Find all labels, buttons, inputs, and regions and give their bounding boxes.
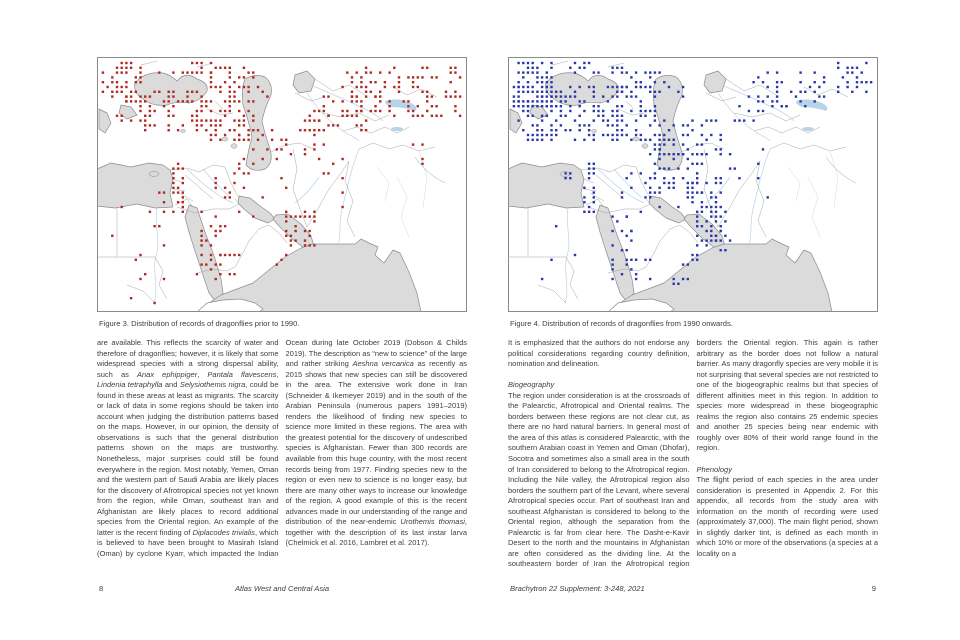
page-9-footer xyxy=(508,584,878,596)
page-8-body-text xyxy=(97,338,467,576)
figure-3-caption: Figure 3. Distribution of records of dragonflies prior to 1990. xyxy=(99,319,300,328)
page-8 xyxy=(97,57,467,597)
page-number: 8 xyxy=(99,584,104,593)
figure-4-caption: Figure 4. Distribution of records of dragonflies from 1990 onwards. xyxy=(510,319,733,328)
body-paragraph: The region under consideration is at the crossroads of the Palearctic, Afrotropical and Oriental realms. The borders between these regions are not clear cut, as there are no hard natural barriers. In general most of the area of this atlas is considered Palearctic, with the southern Arabian coast in Yemen and Oman (Dhofar), Socotra and sometimes also a small area in the south of Iran considered to belong to the Afrotropical region. Including the Nile valley, the Afrotropical region also borders the southern part of the Levant, where several Afrotropical species occur. Part of southeast Iran and southeast Afghanistan is considered to belong to the Oriental region, although the separation from the Palearctic is far from clear here. The Dasht-e-Kavir Desert to the north and the mountains in Afghanistan are often considered as the dividing line. At the southeastern border of Iran the Afrotropical region borders the Oriental region. This again is rather arbitrary as the border does not follow a natural barrier. As many dragonfly species are very mobile it is not surprising that several species are not restricted to one of the biogeographic realms but that species of different affinities meet in this region. In addition to species more widespread in these biogeographic realms the region also contains 25 endemic species and another 25 species being near endemic with roughly over 80% of their world range found in the region. xyxy=(508,338,878,569)
section-heading: Phenology xyxy=(696,464,732,474)
body-paragraph: It is emphasized that the authors do not endorse any political considerations regarding country definition, nomination and delineation. xyxy=(508,338,690,369)
page-9-body-text xyxy=(508,338,878,576)
body-paragraph: are available. This reflects the scarcity of water and therefore of dragonflies; however, it is likely that some widespread species with a strong dispersal ability, such as Anax ephippiger, Pantala flavescens, Lindenia tetraphylla and Selysiothemis nigra, could be found in these areas at least as migrants. The scarcity or lack of data in some regions should be taken into account when judging the distribution patterns based on the maps. However, in our opinion, the density of observations is such that the general distribution patterns shown on the maps are trustworthy. Nonetheless, major surprises could still be found everywhere in the region. Most notably, Yemen, Oman and the western part of Saudi Arabia are likely places for the discovery of Afrotropical species not yet known from the region, while Oman, southeast Iran and Afghanistan are likely places to record additional species from the Oriental region. An example of the latter is the recent finding of Diplacodes trivialis, which is believed to have been brought to Masirah Island (Oman) by cyclone Kyarr, which impacted the Indian Ocean during late October 2019 (Dobson & Childs 2019). The description as “new to science” of the large and rather striking Aeshna vercanica as recently as 2015 shows that new species can still be discovered in the area. The extensive work done in Iran (Schneider & Ikemeyer 2019) and in the south of the Arabian Peninsula (numerous papers 1991–2019) renders the likelihood of finding new species to science more limited in these regions. The area with the greatest potential for the discovery of undescribed species is Afghanistan. Fewer than 300 records are available from this huge country, with the most recent records being from 1977. Finding species new to the region or even new to science is no longer easy, but there are many other ways to increase our knowledge of the region. A good example of this is the recent advances made in our understanding of the range and distribution of the near-endemic Urothemis thomasi, together with the description of its last instar larva (Chelmick et al. 2016, Lambret et al. 2017). xyxy=(97,338,467,558)
journal-reference: Brachytron 22 Supplement: 3-248, 2021 xyxy=(510,584,645,593)
figure-3-distribution-map xyxy=(97,57,467,312)
page-number: 9 xyxy=(871,584,876,593)
body-paragraph: The flight period of each species in the area under consideration is presented in Appendix 2. For this appendix, all records from the study area with information on the month of recording were used (approximately 37,000). The main flight period, shown in slightly darker tint, is defined as each month in which 10% or more of the observations (a species at a locality on a xyxy=(696,475,878,558)
map-from-1990 xyxy=(508,57,878,312)
running-title: Atlas West and Central Asia xyxy=(234,584,330,593)
map-pre-1990 xyxy=(97,57,467,312)
figure-4-distribution-map xyxy=(508,57,878,312)
page-8-footer xyxy=(97,584,467,596)
page-9 xyxy=(508,57,878,597)
section-heading: Biogeography xyxy=(508,380,555,390)
